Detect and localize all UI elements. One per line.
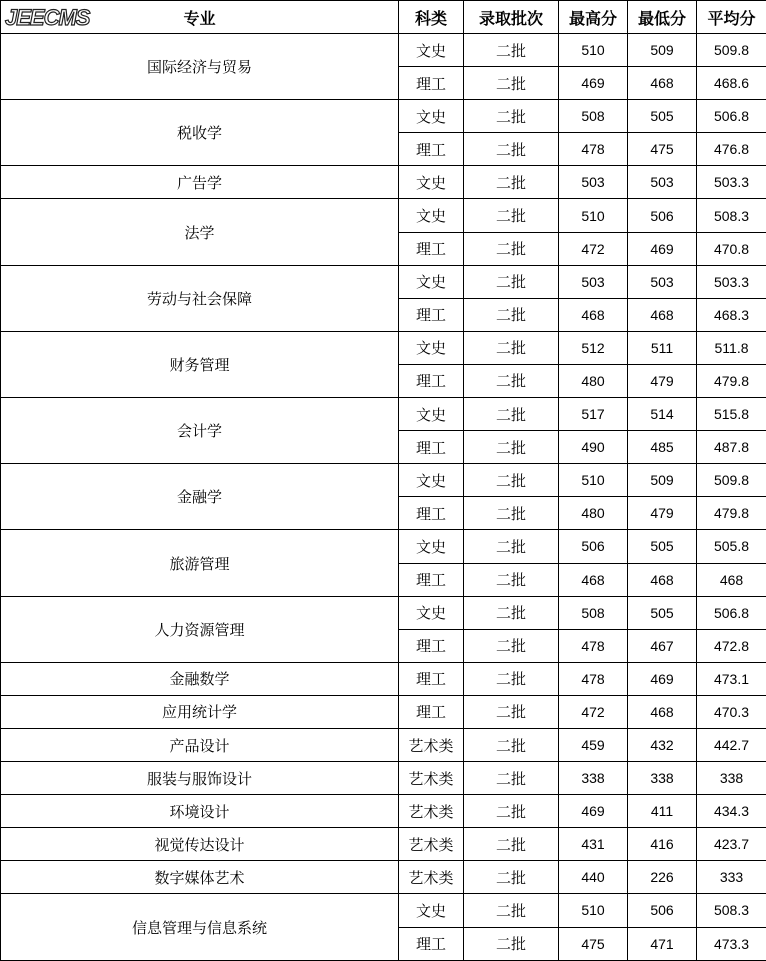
avg-score-cell: 473.1 <box>697 662 766 695</box>
avg-score-cell: 511.8 <box>697 331 766 364</box>
batch-cell: 二批 <box>464 762 559 795</box>
min-score-cell: 432 <box>628 728 697 761</box>
min-score-cell: 506 <box>628 199 697 232</box>
avg-score-cell: 508.3 <box>697 894 766 927</box>
max-score-cell: 475 <box>559 927 628 960</box>
batch-cell: 二批 <box>464 563 559 596</box>
min-score-cell: 468 <box>628 695 697 728</box>
avg-score-cell: 423.7 <box>697 828 766 861</box>
category-cell: 理工 <box>399 298 464 331</box>
batch-cell: 二批 <box>464 828 559 861</box>
min-score-cell: 467 <box>628 629 697 662</box>
max-score-cell: 512 <box>559 331 628 364</box>
avg-score-cell: 434.3 <box>697 795 766 828</box>
max-score-cell: 478 <box>559 133 628 166</box>
avg-score-cell: 487.8 <box>697 431 766 464</box>
table-row <box>1 166 766 199</box>
avg-score-cell: 468.3 <box>697 298 766 331</box>
table-row <box>1 894 766 927</box>
max-score-cell: 503 <box>559 265 628 298</box>
category-cell: 艺术类 <box>399 861 464 894</box>
min-score-cell: 471 <box>628 927 697 960</box>
max-score-cell: 490 <box>559 431 628 464</box>
category-cell: 文史 <box>399 166 464 199</box>
batch-cell: 二批 <box>464 331 559 364</box>
table-row <box>1 265 766 298</box>
avg-score-cell: 470.8 <box>697 232 766 265</box>
min-score-cell: 509 <box>628 464 697 497</box>
max-score-cell: 468 <box>559 298 628 331</box>
min-score-cell: 468 <box>628 563 697 596</box>
avg-score-cell: 503.3 <box>697 166 766 199</box>
batch-cell: 二批 <box>464 298 559 331</box>
category-cell: 文史 <box>399 34 464 67</box>
major-name-cell: 信息管理与信息系统 <box>1 894 399 960</box>
max-score-cell: 508 <box>559 596 628 629</box>
min-score-cell: 338 <box>628 762 697 795</box>
major-name-cell: 视觉传达设计 <box>1 828 399 861</box>
table-row <box>1 464 766 497</box>
min-score-cell: 514 <box>628 398 697 431</box>
table-row <box>1 695 766 728</box>
category-cell: 文史 <box>399 199 464 232</box>
header-avg-score: 平均分 <box>697 1 766 34</box>
category-cell: 艺术类 <box>399 828 464 861</box>
table-body <box>1 34 766 961</box>
batch-cell: 二批 <box>464 894 559 927</box>
avg-score-cell: 468 <box>697 563 766 596</box>
avg-score-cell: 506.8 <box>697 100 766 133</box>
category-cell: 文史 <box>399 100 464 133</box>
category-cell: 理工 <box>399 67 464 100</box>
min-score-cell: 505 <box>628 100 697 133</box>
table-row <box>1 596 766 629</box>
min-score-cell: 469 <box>628 232 697 265</box>
major-name-cell: 应用统计学 <box>1 695 399 728</box>
min-score-cell: 416 <box>628 828 697 861</box>
avg-score-cell: 338 <box>697 762 766 795</box>
min-score-cell: 503 <box>628 166 697 199</box>
min-score-cell: 506 <box>628 894 697 927</box>
category-cell: 理工 <box>399 662 464 695</box>
category-cell: 艺术类 <box>399 728 464 761</box>
batch-cell: 二批 <box>464 861 559 894</box>
max-score-cell: 469 <box>559 795 628 828</box>
header-category: 科类 <box>399 1 464 34</box>
batch-cell: 二批 <box>464 464 559 497</box>
major-name-cell: 劳动与社会保障 <box>1 265 399 331</box>
batch-cell: 二批 <box>464 431 559 464</box>
min-score-cell: 411 <box>628 795 697 828</box>
table-row <box>1 762 766 795</box>
category-cell: 理工 <box>399 927 464 960</box>
avg-score-cell: 509.8 <box>697 34 766 67</box>
batch-cell: 二批 <box>464 927 559 960</box>
min-score-cell: 511 <box>628 331 697 364</box>
max-score-cell: 506 <box>559 530 628 563</box>
table-row <box>1 199 766 232</box>
major-name-cell: 金融学 <box>1 464 399 530</box>
category-cell: 理工 <box>399 431 464 464</box>
avg-score-cell: 479.8 <box>697 497 766 530</box>
category-cell: 理工 <box>399 695 464 728</box>
major-name-cell: 数字媒体艺术 <box>1 861 399 894</box>
avg-score-cell: 476.8 <box>697 133 766 166</box>
avg-score-cell: 468.6 <box>697 67 766 100</box>
avg-score-cell: 473.3 <box>697 927 766 960</box>
avg-score-cell: 503.3 <box>697 265 766 298</box>
category-cell: 理工 <box>399 629 464 662</box>
batch-cell: 二批 <box>464 662 559 695</box>
category-cell: 文史 <box>399 398 464 431</box>
table-row <box>1 662 766 695</box>
major-name-cell: 服装与服饰设计 <box>1 762 399 795</box>
major-name-cell: 财务管理 <box>1 331 399 397</box>
max-score-cell: 517 <box>559 398 628 431</box>
max-score-cell: 440 <box>559 861 628 894</box>
batch-cell: 二批 <box>464 100 559 133</box>
max-score-cell: 510 <box>559 894 628 927</box>
major-name-cell: 广告学 <box>1 166 399 199</box>
min-score-cell: 226 <box>628 861 697 894</box>
batch-cell: 二批 <box>464 398 559 431</box>
major-name-cell: 人力资源管理 <box>1 596 399 662</box>
min-score-cell: 475 <box>628 133 697 166</box>
max-score-cell: 510 <box>559 464 628 497</box>
major-name-cell: 旅游管理 <box>1 530 399 596</box>
batch-cell: 二批 <box>464 67 559 100</box>
min-score-cell: 503 <box>628 265 697 298</box>
major-name-cell: 金融数学 <box>1 662 399 695</box>
avg-score-cell: 506.8 <box>697 596 766 629</box>
category-cell: 文史 <box>399 530 464 563</box>
max-score-cell: 431 <box>559 828 628 861</box>
min-score-cell: 505 <box>628 530 697 563</box>
batch-cell: 二批 <box>464 166 559 199</box>
avg-score-cell: 333 <box>697 861 766 894</box>
header-major-label: 专业 <box>183 6 215 29</box>
major-name-cell: 环境设计 <box>1 795 399 828</box>
batch-cell: 二批 <box>464 199 559 232</box>
batch-cell: 二批 <box>464 795 559 828</box>
max-score-cell: 510 <box>559 34 628 67</box>
max-score-cell: 503 <box>559 166 628 199</box>
major-name-cell: 税收学 <box>1 100 399 166</box>
avg-score-cell: 515.8 <box>697 398 766 431</box>
major-name-cell: 产品设计 <box>1 728 399 761</box>
category-cell: 理工 <box>399 364 464 397</box>
category-cell: 艺术类 <box>399 795 464 828</box>
category-cell: 文史 <box>399 265 464 298</box>
max-score-cell: 469 <box>559 67 628 100</box>
table-row <box>1 728 766 761</box>
avg-score-cell: 508.3 <box>697 199 766 232</box>
major-name-cell: 法学 <box>1 199 399 265</box>
batch-cell: 二批 <box>464 695 559 728</box>
table-row <box>1 398 766 431</box>
avg-score-cell: 472.8 <box>697 629 766 662</box>
category-cell: 文史 <box>399 596 464 629</box>
avg-score-cell: 479.8 <box>697 364 766 397</box>
min-score-cell: 479 <box>628 364 697 397</box>
min-score-cell: 469 <box>628 662 697 695</box>
max-score-cell: 508 <box>559 100 628 133</box>
table-row <box>1 795 766 828</box>
category-cell: 理工 <box>399 497 464 530</box>
table-row <box>1 530 766 563</box>
max-score-cell: 480 <box>559 497 628 530</box>
batch-cell: 二批 <box>464 265 559 298</box>
max-score-cell: 510 <box>559 199 628 232</box>
max-score-cell: 472 <box>559 695 628 728</box>
category-cell: 文史 <box>399 894 464 927</box>
table-row <box>1 34 766 67</box>
category-cell: 理工 <box>399 133 464 166</box>
batch-cell: 二批 <box>464 728 559 761</box>
min-score-cell: 485 <box>628 431 697 464</box>
max-score-cell: 338 <box>559 762 628 795</box>
batch-cell: 二批 <box>464 530 559 563</box>
header-major <box>1 1 399 34</box>
max-score-cell: 459 <box>559 728 628 761</box>
avg-score-cell: 470.3 <box>697 695 766 728</box>
category-cell: 理工 <box>399 232 464 265</box>
min-score-cell: 479 <box>628 497 697 530</box>
major-name-cell: 会计学 <box>1 398 399 464</box>
max-score-cell: 480 <box>559 364 628 397</box>
header-min-score: 最低分 <box>628 1 697 34</box>
avg-score-cell: 442.7 <box>697 728 766 761</box>
max-score-cell: 478 <box>559 662 628 695</box>
category-cell: 文史 <box>399 331 464 364</box>
avg-score-cell: 505.8 <box>697 530 766 563</box>
category-cell: 理工 <box>399 563 464 596</box>
max-score-cell: 468 <box>559 563 628 596</box>
batch-cell: 二批 <box>464 133 559 166</box>
batch-cell: 二批 <box>464 364 559 397</box>
min-score-cell: 505 <box>628 596 697 629</box>
category-cell: 文史 <box>399 464 464 497</box>
table-row <box>1 828 766 861</box>
avg-score-cell: 509.8 <box>697 464 766 497</box>
min-score-cell: 468 <box>628 298 697 331</box>
table-row <box>1 331 766 364</box>
batch-cell: 二批 <box>464 629 559 662</box>
header-row <box>1 1 766 34</box>
header-max-score: 最高分 <box>559 1 628 34</box>
watermark-logo: JEECMS <box>5 4 89 32</box>
category-cell: 艺术类 <box>399 762 464 795</box>
min-score-cell: 509 <box>628 34 697 67</box>
header-batch: 录取批次 <box>464 1 559 34</box>
batch-cell: 二批 <box>464 232 559 265</box>
batch-cell: 二批 <box>464 34 559 67</box>
batch-cell: 二批 <box>464 596 559 629</box>
major-name-cell: 国际经济与贸易 <box>1 34 399 100</box>
table-row <box>1 100 766 133</box>
max-score-cell: 472 <box>559 232 628 265</box>
batch-cell: 二批 <box>464 497 559 530</box>
max-score-cell: 478 <box>559 629 628 662</box>
table-row <box>1 861 766 894</box>
min-score-cell: 468 <box>628 67 697 100</box>
